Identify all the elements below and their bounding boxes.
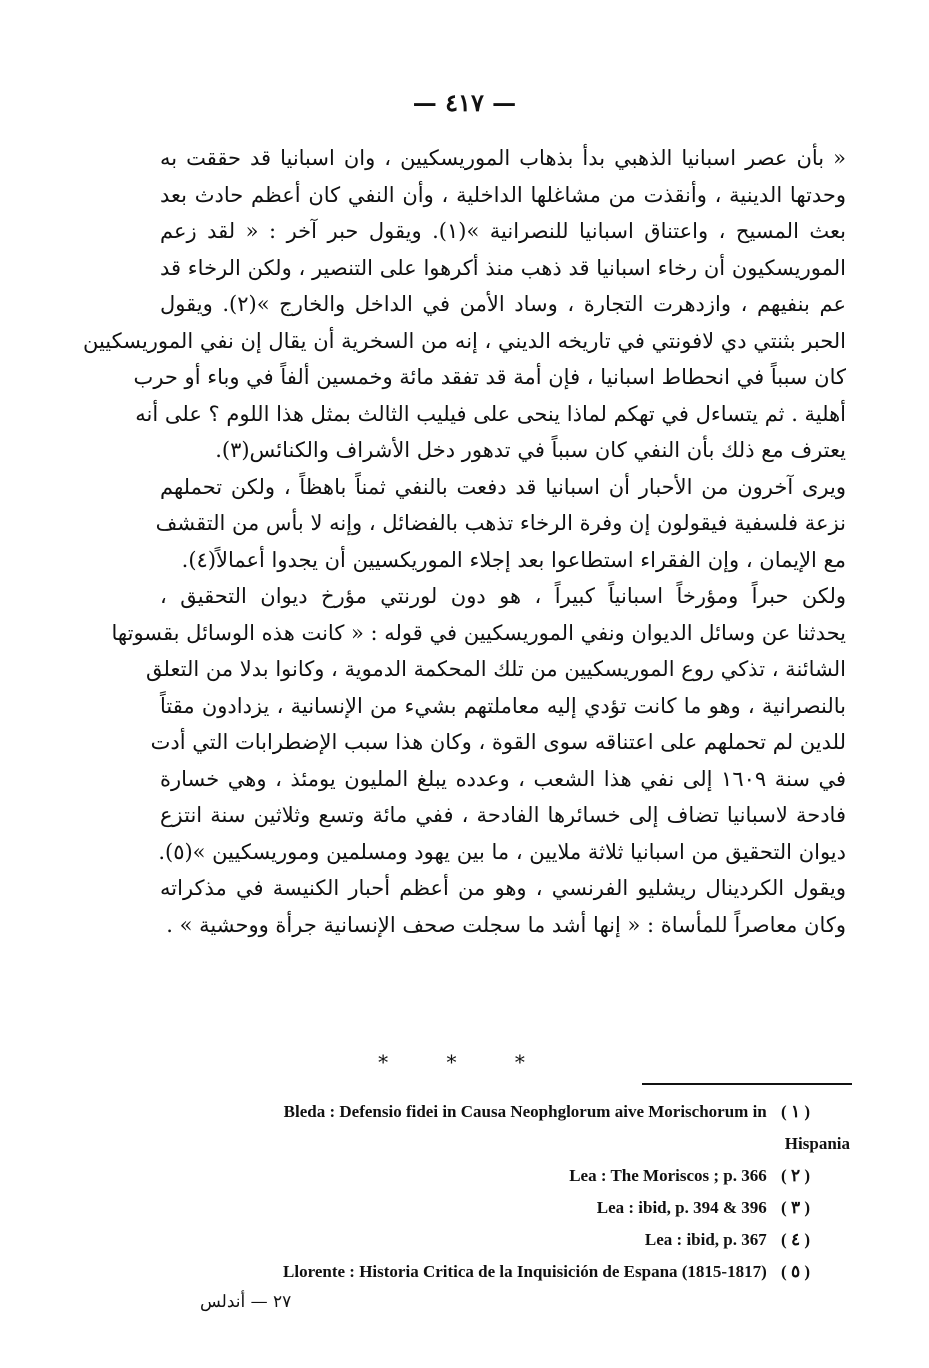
- text-line: ديوان التحقيق من اسبانيا ثلاثة ملايين ، ما بين يهود ومسلمين وموريسكيين »(٥).: [158, 839, 846, 864]
- section-separator: * * *: [378, 1050, 551, 1074]
- footnote-text: Lea : The Moriscos ; p. 366: [569, 1166, 767, 1185]
- text-line: فادحة لاسبانيا تضاف إلى خسائرها الفادحة ، ففي مائة وتسع وثلاثين سنة انتزع: [160, 803, 846, 827]
- footnote-number: ( ٤ ): [781, 1230, 810, 1249]
- text-line: وكان معاصراً للمأساة : « إنها أشد ما سجلت صحف الإنسانية جرأة ووحشية » .: [166, 912, 846, 937]
- footnote-number: ( ١ ): [781, 1102, 810, 1121]
- text-line: يحدثنا عن وسائل الديوان ونفي الموريسكيين في قوله : « كانت هذه الوسائل بقسوتها: [111, 620, 846, 645]
- text-line: في سنة ١٦٠٩ إلى نفي هذا الشعب ، وعدده يبلغ المليون يومئذ ، وهي خسارة: [160, 766, 846, 791]
- text-line: عم بنفيهم ، وازدهرت التجارة ، وساد الأمن في الداخل والخارج »(٢). ويقول: [160, 292, 846, 316]
- footnote: [160, 1224, 810, 1256]
- footnote: [160, 1256, 810, 1288]
- footnote-rule: [642, 1083, 852, 1085]
- text-line: نزعة فلسفية فيقولون إن وفرة الرخاء تذهب بالفضائل ، وإنه لا بأس من التقشف: [155, 511, 846, 535]
- footnote: [160, 1160, 810, 1192]
- footnote-text: Lea : ibid, p. 394 & 396: [596, 1198, 767, 1217]
- text-line: يعترف مع ذلك بأن النفي كان سبباً في تدهور دخل الأشراف والكنائس(٣).: [215, 438, 846, 462]
- text-line: كان سبباً في انحطاط اسبانيا ، فإن أمة قد تفقد مائة وخمسين ألفاً في وباء أو حرب: [133, 365, 846, 389]
- text-line: وحدتها الدينية ، وأنقذت من مشاغلها الداخلية ، وأن النفي كان أعظم حادث بعد: [160, 182, 846, 207]
- footnote: [160, 1192, 810, 1224]
- footnote-number: ( ٢ ): [781, 1166, 810, 1185]
- footnote-text: Bleda : Defensio fidei in Causa Neophglorum aive Morischorum in: [283, 1102, 767, 1121]
- footnote-number: ( ٥ ): [781, 1262, 810, 1281]
- body-text: [82, 140, 846, 943]
- text-line: الحبر بثنتي دي لافونتي في تاريخه الديني ، إنه من السخرية أن يقال إن نفي الموريسكيين: [82, 328, 846, 353]
- text-line: ويرى آخرون من الأحبار أن اسبانيا قد دفعت بالنفي ثمناً باهظاً ، ولكن تحملهم: [160, 474, 846, 499]
- text-line: الموريسكيون أن رخاء اسبانيا قد ذهب منذ أكرهوا على التنصير ، ولكن الرخاء قد: [160, 255, 846, 280]
- footnote-text: Llorente : Historia Critica de la Inquisición de Espana (1815-1817): [283, 1262, 767, 1281]
- text-line: بالنصرانية ، وهو ما كانت تؤدي إليه معاملتهم بشيء من الإنسانية ، يزدادون مقتاً: [160, 693, 846, 718]
- text-line: أهلية . ثم يتساءل في تهكم لماذا ينحى على فيليب الثالث بمثل هذا اللوم ؟ على أنه: [135, 401, 846, 426]
- footnote-continuation: Hispania: [784, 1134, 850, 1153]
- page-number: — ٤١٧ —: [412, 88, 517, 117]
- footnote-number: ( ٣ ): [781, 1198, 810, 1217]
- text-line: « بأن عصر اسبانيا الذهبي بدأ بذهاب الموريسكيين ، وان اسبانيا قد حققت به: [160, 146, 846, 170]
- text-line: مع الإيمان ، وإن الفقراء استطاعوا بعد إجلاء الموريكسيين أن يجدوا أعمالاً(٤).: [181, 547, 846, 572]
- footnote: [160, 1096, 810, 1128]
- text-line: ولكن حبراً ومؤرخاً اسبانياً كبيراً ، هو دون لورنتي مؤرخ ديوان التحقيق ،: [160, 584, 846, 608]
- footnotes: [160, 1096, 850, 1288]
- text-line: الشائنة ، تذكي روع الموريسكيين من تلك المحكمة الدموية ، وكانوا بدلا من التعلق: [146, 657, 846, 681]
- printer-signature: ٢٧ — أندلس: [200, 1292, 292, 1312]
- text-line: بعث المسيح ، واعتناق اسبانيا للنصرانية »(١). ويقول حبر آخر : « لقد زعم: [160, 219, 846, 243]
- footnote-text: Lea : ibid, p. 367: [644, 1230, 767, 1249]
- text-line: ويقول الكردينال ريشليو الفرنسي ، وهو من أعظم أحبار الكنيسة في مذكراته: [160, 876, 846, 900]
- text-line: للدين لم تحملهم على اعتناقه سوى القوة ، وكان هذا سبب الإضطرابات التي أدت: [150, 730, 846, 754]
